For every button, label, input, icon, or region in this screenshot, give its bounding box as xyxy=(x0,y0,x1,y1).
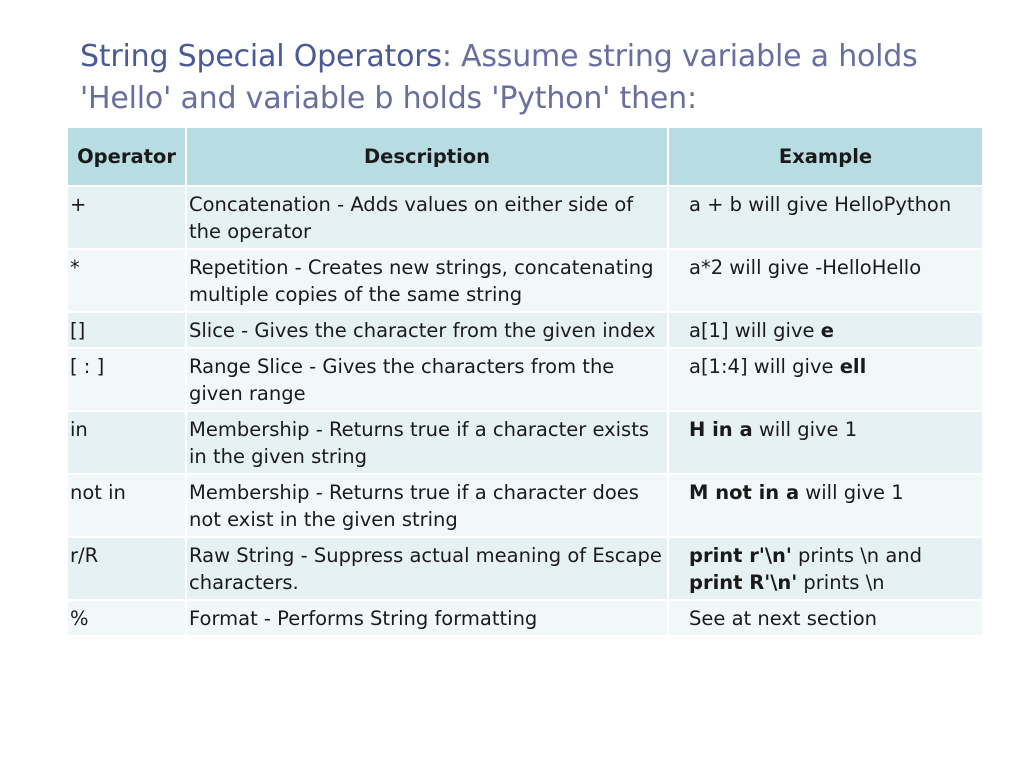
operator-cell: r/R xyxy=(68,537,186,600)
example-bold-text: M not in a xyxy=(689,481,800,504)
example-text: a + b will give HelloPython xyxy=(689,193,952,216)
title-lead: String Special Operators xyxy=(80,39,442,74)
description-cell: Range Slice - Gives the characters from the given range xyxy=(186,348,668,411)
example-bold-text: ell xyxy=(839,355,867,378)
table-row xyxy=(68,348,982,411)
operator-cell: in xyxy=(68,411,186,474)
example-cell xyxy=(668,348,982,411)
example-cell xyxy=(668,411,982,474)
operator-cell: % xyxy=(68,600,186,635)
example-cell xyxy=(668,186,982,249)
example-bold-text: e xyxy=(820,319,834,342)
example-cell xyxy=(668,312,982,348)
operators-table xyxy=(68,128,982,635)
table-row xyxy=(68,537,982,600)
description-cell: Membership - Returns true if a character does not exist in the given string xyxy=(186,474,668,537)
example-text: See at next section xyxy=(689,607,877,630)
example-bold-text: print R'\n' xyxy=(689,571,798,594)
example-bold-text: H in a xyxy=(689,418,753,441)
example-text: a*2 will give -HelloHello xyxy=(689,256,922,279)
slide-title xyxy=(80,36,980,120)
description-cell: Membership - Returns true if a character exists in the given string xyxy=(186,411,668,474)
description-cell: Raw String - Suppress actual meaning of Escape characters. xyxy=(186,537,668,600)
table-row xyxy=(68,411,982,474)
example-bold-text: print r'\n' xyxy=(689,544,792,567)
header-description: Description xyxy=(186,128,668,186)
example-text: will give 1 xyxy=(752,418,858,441)
description-cell: Format - Performs String formatting xyxy=(186,600,668,635)
table-row xyxy=(68,312,982,348)
header-example: Example xyxy=(668,128,982,186)
example-cell xyxy=(668,600,982,635)
example-cell xyxy=(668,249,982,312)
operator-cell: not in xyxy=(68,474,186,537)
example-text: a[1] will give xyxy=(689,319,821,342)
operator-cell: * xyxy=(68,249,186,312)
table-body xyxy=(68,186,982,635)
title-rest: : Assume string variable a holds 'Hello' and variable b holds 'Python' then: xyxy=(80,39,918,116)
header-operator: Operator xyxy=(68,128,186,186)
table-row xyxy=(68,600,982,635)
operator-cell: [] xyxy=(68,312,186,348)
example-text: prints \n xyxy=(797,571,885,594)
operator-cell: + xyxy=(68,186,186,249)
example-cell xyxy=(668,537,982,600)
description-cell: Slice - Gives the character from the given index xyxy=(186,312,668,348)
example-cell xyxy=(668,474,982,537)
table-row xyxy=(68,249,982,312)
example-text: prints \n and xyxy=(791,544,923,567)
table-row xyxy=(68,474,982,537)
operator-cell: [ : ] xyxy=(68,348,186,411)
description-cell: Concatenation - Adds values on either side of the operator xyxy=(186,186,668,249)
table-header-row xyxy=(68,128,982,186)
example-text: will give 1 xyxy=(799,481,904,504)
description-cell: Repetition - Creates new strings, concatenating multiple copies of the same string xyxy=(186,249,668,312)
example-text: a[1:4] will give xyxy=(689,355,840,378)
table-row xyxy=(68,186,982,249)
